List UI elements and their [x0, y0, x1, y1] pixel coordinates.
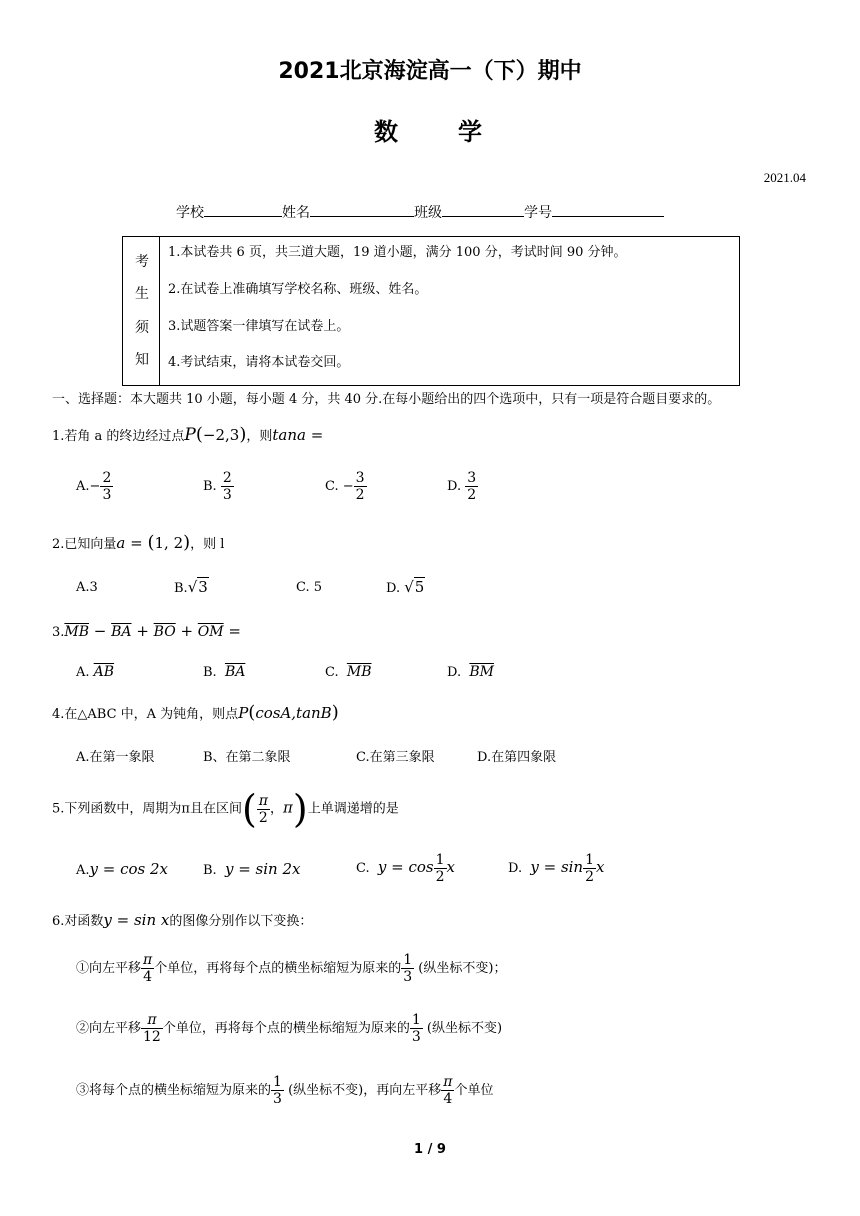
option-text: A.在第一象限 [76, 750, 155, 765]
name-label: 姓名 [282, 205, 310, 221]
option-label: B. [203, 863, 217, 878]
q4-coords: cosA,tanB [255, 704, 332, 722]
option-fraction: $\frac{1}{2}$ [435, 852, 445, 885]
option-label: D. [508, 861, 523, 876]
option-expr: y = cos [377, 858, 434, 876]
question-2-stem: 2.已知向量a = (1, 2)，则 l [52, 532, 225, 553]
q6-stem-pre: 6.对函数 [52, 914, 104, 929]
option-expr: y = sin [530, 858, 584, 876]
option-label: C. [325, 479, 339, 494]
q5-option-c[interactable] [356, 852, 455, 885]
question-6-stem [52, 910, 312, 929]
operator: − [89, 622, 112, 640]
option-label: C. [325, 665, 339, 680]
q4-option-a[interactable] [76, 746, 155, 765]
option-label: A. [76, 479, 90, 494]
q2-coords: 1, 2 [154, 534, 184, 552]
scale-fraction: $\frac{1}{3}$ [273, 1074, 282, 1107]
option-sign: − [342, 479, 354, 494]
q2-option-c[interactable] [296, 580, 322, 595]
option-label: B. [203, 479, 217, 494]
page-number: 1 / 9 [414, 1142, 446, 1157]
q4-point: P [238, 704, 249, 722]
q6-transform-2: ②向左平移 $\frac{\pi}{12}$ 个单位，再将每个点的横坐标缩短为原来的 $\frac{1}{3}$ (纵坐标不变) [76, 1012, 503, 1045]
operator: + [131, 622, 154, 640]
option-fraction: $\frac{2}{3}$ [222, 470, 232, 503]
option-label: A. [76, 863, 90, 878]
q6-transform-3: ③将每个点的横坐标缩短为原来的 $\frac{1}{3}$ (纵坐标不变)，再向左平移 $\frac{\pi}{4}$ 个单位 [76, 1074, 494, 1107]
student-info-fields [176, 202, 664, 222]
exam-date: 2021.04 [763, 170, 806, 185]
vector: $\overline{MB}$ [346, 664, 372, 680]
question-4-stem: 4.在△ABC 中，A 为钝角，则点P(cosA,tanB) [52, 702, 339, 723]
q5-stem-pre: 5.下列函数中，周期为π且在区间 [52, 801, 242, 817]
vector: $\overline{BM}$ [469, 664, 494, 680]
q5-stem-post: 上单调递增的是 [307, 801, 399, 817]
q3-option-a[interactable] [76, 664, 114, 680]
option-fraction: $\frac{1}{2}$ [585, 852, 595, 885]
q6-stem-post: 的图像分别作以下变换： [169, 914, 313, 929]
q6-transform-1: ①向左平移 $\frac{\pi}{4}$ 个单位，再将每个点的横坐标缩短为原来的 $\frac{1}{3}$ (纵坐标不变)； [76, 952, 507, 985]
q1-option-d[interactable] [447, 470, 478, 503]
option-label: D. [386, 581, 401, 596]
scale-fraction: $\frac{1}{3}$ [403, 952, 413, 985]
vector: $\overline{BA}$ [111, 624, 132, 640]
question-3-stem [52, 622, 241, 640]
q1-option-c[interactable] [325, 470, 367, 503]
interval-end: π [283, 798, 293, 817]
q3-option-c[interactable] [325, 664, 372, 680]
sqrt-symbol: √3 [187, 578, 208, 596]
q1-expr: tana = [272, 426, 324, 444]
subject-char-1: 数 [374, 118, 402, 146]
option-sign: − [89, 479, 101, 494]
q1-option-b[interactable] [203, 470, 234, 503]
option-expr: y = cos 2x [89, 860, 169, 878]
q5-option-b[interactable] [203, 860, 300, 878]
option-text: B、在第二象限 [203, 750, 291, 765]
interval-fraction: $\frac{\pi}{2}$ [258, 792, 268, 826]
sqrt-symbol: √5 [404, 578, 425, 596]
school-blank[interactable] [204, 202, 282, 217]
notice-item: 2.在试卷上准确填写学校名称、班级、姓名。 [168, 282, 428, 297]
class-blank[interactable] [442, 202, 524, 217]
shift-fraction: $\frac{\pi}{4}$ [443, 1074, 453, 1107]
notice-item: 4.考试结束，请将本试卷交回。 [168, 355, 350, 370]
q1-coords: −2,3 [202, 426, 240, 444]
q6-expr: y = sin x [103, 911, 170, 929]
operator: + [175, 622, 198, 640]
q4-option-c[interactable] [356, 746, 435, 765]
option-label: D. [447, 479, 462, 494]
option-label: D. [447, 665, 462, 680]
shift-fraction: $\frac{\pi}{12}$ [143, 1012, 161, 1045]
q5-option-a[interactable] [76, 860, 168, 878]
q4-stem-pre: 4.在△ABC 中，A 为钝角，则点 [52, 707, 239, 722]
notice-item: 3.试题答案一律填写在试卷上。 [168, 319, 350, 334]
q1-stem-pre: 1.若角 a 的终边经过点 [52, 429, 185, 444]
option-label: B. [174, 581, 188, 596]
subject-title [0, 112, 860, 147]
question-5-stem: 5.下列函数中，周期为π且在区间( $\frac{\pi}{2}$ ，π)上单调递增的是 [52, 787, 399, 831]
option-text: C.在第三象限 [356, 750, 435, 765]
notice-side-char: 知 [135, 352, 149, 368]
q4-option-d[interactable] [477, 746, 556, 765]
option-expr: x [596, 858, 605, 876]
notice-side-char: 生 [135, 286, 149, 302]
section-heading: 一、选择题：本大题共 10 小题，每小题 4 分，共 40 分.在每小题给出的四个选项中，只有一项是符合题目要求的。 [52, 392, 721, 407]
option-text: D.在第四象限 [477, 750, 557, 765]
option-text: C. 5 [296, 580, 323, 595]
q2-stem-post: ，则 l [190, 537, 225, 552]
option-expr: y = sin 2x [224, 860, 301, 878]
q2-option-d[interactable] [386, 578, 425, 596]
option-label: A. [76, 665, 90, 680]
shift-fraction: $\frac{\pi}{4}$ [143, 952, 153, 985]
option-fraction: $\frac{3}{2}$ [355, 470, 365, 503]
vector: $\overline{BA}$ [224, 664, 246, 680]
option-label: B. [203, 665, 217, 680]
q2-option-a[interactable] [76, 580, 98, 595]
vector: $\overline{MB}$ [64, 624, 90, 640]
notice-side-label [123, 237, 160, 385]
q1-option-a[interactable] [76, 470, 113, 503]
q2-stem-pre: 2.已知向量 [52, 537, 117, 552]
option-fraction: $\frac{3}{2}$ [467, 470, 477, 503]
option-expr: x [446, 858, 455, 876]
notice-side-char: 须 [135, 320, 149, 336]
option-label: C. [356, 861, 370, 876]
exam-notice-box [122, 236, 740, 386]
q2-expr: a = [116, 534, 148, 552]
number-label: 学号 [524, 205, 552, 221]
notice-side-char: 考 [135, 254, 149, 270]
q3-number: 3. [52, 625, 65, 640]
q1-point: P [184, 425, 196, 445]
subject-char-2: 学 [458, 118, 486, 146]
interval-separator: ， [269, 801, 283, 817]
vector: $\overline{OM}$ [197, 624, 224, 640]
option-text: A.3 [76, 580, 98, 595]
option-fraction: $\frac{2}{3}$ [102, 470, 112, 503]
page-title: 2021北京海淀高一（下）期中 [278, 59, 582, 84]
school-label: 学校 [176, 205, 204, 221]
q4-option-b[interactable] [203, 746, 291, 765]
number-blank[interactable] [552, 202, 664, 217]
question-1-stem: 1.若角 a 的终边经过点P(−2,3)，则tana = [52, 424, 324, 445]
vector: $\overline{BO}$ [153, 624, 176, 640]
q1-stem-post: ，则 [246, 429, 273, 444]
q5-option-d[interactable] [508, 852, 604, 885]
name-blank[interactable] [310, 202, 414, 217]
class-label: 班级 [414, 205, 442, 221]
notice-item: 1.本试卷共 6 页，共三道大题，19 道小题，满分 100 分，考试时间 90 分钟。 [168, 245, 627, 260]
scale-fraction: $\frac{1}{3}$ [411, 1012, 421, 1045]
vector: $\overline{AB}$ [93, 664, 115, 680]
operator: = [223, 622, 241, 640]
q3-option-b[interactable] [203, 664, 245, 680]
q2-option-b[interactable] [174, 578, 209, 596]
q3-option-d[interactable] [447, 664, 494, 680]
